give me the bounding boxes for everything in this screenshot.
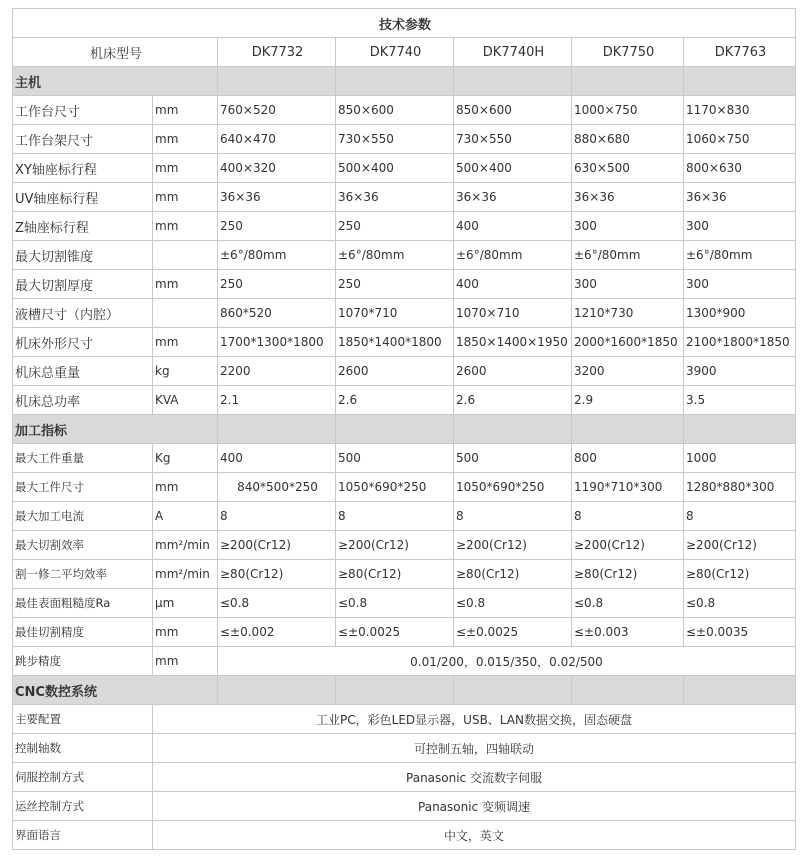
value-cell: 630×500 xyxy=(572,154,684,183)
row-label: 最大加工电流 xyxy=(13,502,153,531)
row-label: 主要配置 xyxy=(13,705,153,734)
value-cell: ≤0.8 xyxy=(454,589,572,618)
table-row xyxy=(13,328,796,357)
table-row xyxy=(13,647,796,676)
section-fill xyxy=(454,415,572,444)
section-title: 主机 xyxy=(13,67,218,96)
value-cell: 1300*900 xyxy=(684,299,796,328)
section-fill xyxy=(454,676,572,705)
section-fill xyxy=(572,676,684,705)
table-row xyxy=(13,763,796,792)
header-row xyxy=(13,38,796,67)
table-row xyxy=(13,125,796,154)
row-label: 工作台架尺寸 xyxy=(13,125,153,154)
value-cell: 500×400 xyxy=(336,154,454,183)
row-unit xyxy=(153,241,218,270)
value-cell: 2.6 xyxy=(336,386,454,415)
value-cell: 1850*1400*1800 xyxy=(336,328,454,357)
table-row xyxy=(13,444,796,473)
row-label: XY轴座标行程 xyxy=(13,154,153,183)
model-header: DK7732 xyxy=(218,38,336,67)
row-label: 机床总功率 xyxy=(13,386,153,415)
value-cell: 400 xyxy=(454,270,572,299)
table-row xyxy=(13,473,796,502)
value-cell: 2100*1800*1850 xyxy=(684,328,796,357)
value-cell: 3200 xyxy=(572,357,684,386)
value-cell: 760×520 xyxy=(218,96,336,125)
value-cell: ±6°/80mm xyxy=(454,241,572,270)
table-row xyxy=(13,154,796,183)
value-cell: ≥200(Cr12) xyxy=(684,531,796,560)
row-unit: mm xyxy=(153,647,218,676)
row-label: 运丝控制方式 xyxy=(13,792,153,821)
table-row xyxy=(13,705,796,734)
value-cell: 400 xyxy=(454,212,572,241)
value-cell: ≤±0.002 xyxy=(218,618,336,647)
value-cell: 850×600 xyxy=(454,96,572,125)
value-cell: 800×630 xyxy=(684,154,796,183)
value-cell: ±6°/80mm xyxy=(572,241,684,270)
value-cell: 300 xyxy=(572,270,684,299)
row-unit: mm xyxy=(153,96,218,125)
value-cell: 1000 xyxy=(684,444,796,473)
table-row xyxy=(13,618,796,647)
value-cell: ≥80(Cr12) xyxy=(684,560,796,589)
table-row xyxy=(13,241,796,270)
value-cell: 36×36 xyxy=(684,183,796,212)
table-row xyxy=(13,560,796,589)
row-label: 最大工件重量 xyxy=(13,444,153,473)
model-label: 机床型号 xyxy=(13,38,218,67)
value-cell: 2200 xyxy=(218,357,336,386)
row-label: 跳步精度 xyxy=(13,647,153,676)
table-row xyxy=(13,502,796,531)
row-label: 界面语言 xyxy=(13,821,153,850)
value-cell: 500 xyxy=(454,444,572,473)
value-cell: 400 xyxy=(218,444,336,473)
value-cell: 730×550 xyxy=(454,125,572,154)
value-cell: 2600 xyxy=(454,357,572,386)
row-label: 机床外形尺寸 xyxy=(13,328,153,357)
row-unit: mm xyxy=(153,183,218,212)
value-cell: 730×550 xyxy=(336,125,454,154)
row-unit: mm²/min xyxy=(153,531,218,560)
value-cell: 250 xyxy=(218,270,336,299)
value-cell: 250 xyxy=(218,212,336,241)
value-cell: 880×680 xyxy=(572,125,684,154)
row-unit: KVA xyxy=(153,386,218,415)
table-row xyxy=(13,821,796,850)
value-cell: 300 xyxy=(572,212,684,241)
section-row xyxy=(13,67,796,96)
row-label: 最佳表面粗糙度Ra xyxy=(13,589,153,618)
row-label: 最大工件尺寸 xyxy=(13,473,153,502)
table-row xyxy=(13,299,796,328)
value-cell: 3.5 xyxy=(684,386,796,415)
cnc-value: 中文，英文 xyxy=(153,821,796,850)
step-precision-value: 0.01/200，0.015/350，0.02/500 xyxy=(218,647,796,676)
model-header: DK7750 xyxy=(572,38,684,67)
model-header: DK7763 xyxy=(684,38,796,67)
value-cell: 500×400 xyxy=(454,154,572,183)
section-fill xyxy=(336,67,454,96)
value-cell: ≤0.8 xyxy=(572,589,684,618)
row-unit: mm²/min xyxy=(153,560,218,589)
value-cell: ≤0.8 xyxy=(218,589,336,618)
section-row xyxy=(13,415,796,444)
value-cell: 1070×710 xyxy=(454,299,572,328)
row-unit: mm xyxy=(153,125,218,154)
value-cell: ≥80(Cr12) xyxy=(454,560,572,589)
value-cell: 840*500*250 xyxy=(218,473,336,502)
value-cell: 1050*690*250 xyxy=(454,473,572,502)
section-fill xyxy=(572,67,684,96)
value-cell: 400×320 xyxy=(218,154,336,183)
value-cell: 1850×1400×1950 xyxy=(454,328,572,357)
row-unit: kg xyxy=(153,357,218,386)
row-label: 最大切割锥度 xyxy=(13,241,153,270)
value-cell: 1700*1300*1800 xyxy=(218,328,336,357)
value-cell: ≥200(Cr12) xyxy=(336,531,454,560)
value-cell: 1060×750 xyxy=(684,125,796,154)
value-cell: 1280*880*300 xyxy=(684,473,796,502)
section-row xyxy=(13,676,796,705)
value-cell: 2600 xyxy=(336,357,454,386)
value-cell: 8 xyxy=(454,502,572,531)
row-unit: mm xyxy=(153,212,218,241)
value-cell: 36×36 xyxy=(218,183,336,212)
row-label: 工作台尺寸 xyxy=(13,96,153,125)
value-cell: 36×36 xyxy=(336,183,454,212)
value-cell: 2.1 xyxy=(218,386,336,415)
value-cell: ≥80(Cr12) xyxy=(218,560,336,589)
section-fill xyxy=(336,415,454,444)
model-header: DK7740H xyxy=(454,38,572,67)
value-cell: 8 xyxy=(684,502,796,531)
cnc-value: Panasonic 交流数字伺服 xyxy=(153,763,796,792)
value-cell: 800 xyxy=(572,444,684,473)
value-cell: 8 xyxy=(572,502,684,531)
row-label: 最大切割厚度 xyxy=(13,270,153,299)
row-unit: mm xyxy=(153,473,218,502)
value-cell: 850×600 xyxy=(336,96,454,125)
row-unit xyxy=(153,299,218,328)
value-cell: ≤±0.003 xyxy=(572,618,684,647)
section-fill xyxy=(572,415,684,444)
section-fill xyxy=(218,67,336,96)
table-row xyxy=(13,270,796,299)
value-cell: 1070*710 xyxy=(336,299,454,328)
row-label: 液槽尺寸（内腔） xyxy=(13,299,153,328)
value-cell: 1190*710*300 xyxy=(572,473,684,502)
cnc-value: Panasonic 变频调速 xyxy=(153,792,796,821)
section-title: 加工指标 xyxy=(13,415,218,444)
value-cell: ≥200(Cr12) xyxy=(454,531,572,560)
value-cell: ≤±0.0035 xyxy=(684,618,796,647)
table-row xyxy=(13,589,796,618)
model-header: DK7740 xyxy=(336,38,454,67)
value-cell: 3900 xyxy=(684,357,796,386)
table-title: 技术参数 xyxy=(13,9,796,38)
value-cell: 250 xyxy=(336,212,454,241)
value-cell: 1210*730 xyxy=(572,299,684,328)
value-cell: 300 xyxy=(684,270,796,299)
value-cell: 1000×750 xyxy=(572,96,684,125)
value-cell: 1170×830 xyxy=(684,96,796,125)
table-row xyxy=(13,357,796,386)
value-cell: 8 xyxy=(336,502,454,531)
table-row xyxy=(13,212,796,241)
value-cell: ±6°/80mm xyxy=(218,241,336,270)
table-row xyxy=(13,792,796,821)
value-cell: 2.9 xyxy=(572,386,684,415)
section-fill xyxy=(218,676,336,705)
row-unit: μm xyxy=(153,589,218,618)
row-unit: A xyxy=(153,502,218,531)
value-cell: ≥80(Cr12) xyxy=(572,560,684,589)
table-row xyxy=(13,386,796,415)
section-fill xyxy=(684,676,796,705)
section-title: CNC数控系统 xyxy=(13,676,218,705)
value-cell: ≥200(Cr12) xyxy=(218,531,336,560)
value-cell: 640×470 xyxy=(218,125,336,154)
value-cell: ≥80(Cr12) xyxy=(336,560,454,589)
section-fill xyxy=(336,676,454,705)
table-row xyxy=(13,183,796,212)
row-label: 最大切割效率 xyxy=(13,531,153,560)
spec-table xyxy=(12,8,796,850)
value-cell: 36×36 xyxy=(572,183,684,212)
row-label: 最佳切割精度 xyxy=(13,618,153,647)
row-unit: mm xyxy=(153,154,218,183)
value-cell: ≤±0.0025 xyxy=(454,618,572,647)
table-row xyxy=(13,96,796,125)
value-cell: 36×36 xyxy=(454,183,572,212)
value-cell: 860*520 xyxy=(218,299,336,328)
value-cell: 2.6 xyxy=(454,386,572,415)
value-cell: 8 xyxy=(218,502,336,531)
row-label: 伺服控制方式 xyxy=(13,763,153,792)
section-fill xyxy=(454,67,572,96)
value-cell: 1050*690*250 xyxy=(336,473,454,502)
value-cell: 300 xyxy=(684,212,796,241)
value-cell: 2000*1600*1850 xyxy=(572,328,684,357)
row-unit: mm xyxy=(153,270,218,299)
value-cell: ≤0.8 xyxy=(336,589,454,618)
row-label: Z轴座标行程 xyxy=(13,212,153,241)
value-cell: ≤0.8 xyxy=(684,589,796,618)
table-row xyxy=(13,734,796,763)
row-label: 控制轴数 xyxy=(13,734,153,763)
row-unit: mm xyxy=(153,328,218,357)
section-fill xyxy=(684,67,796,96)
table-row xyxy=(13,531,796,560)
section-fill xyxy=(218,415,336,444)
value-cell: ±6°/80mm xyxy=(336,241,454,270)
row-label: UV轴座标行程 xyxy=(13,183,153,212)
value-cell: 500 xyxy=(336,444,454,473)
value-cell: ≤±0.0025 xyxy=(336,618,454,647)
section-fill xyxy=(684,415,796,444)
row-unit: Kg xyxy=(153,444,218,473)
value-cell: 250 xyxy=(336,270,454,299)
value-cell: ≥200(Cr12) xyxy=(572,531,684,560)
row-label: 割一修二平均效率 xyxy=(13,560,153,589)
cnc-value: 工业PC，彩色LED显示器，USB、LAN数据交换，固态硬盘 xyxy=(153,705,796,734)
value-cell: ±6°/80mm xyxy=(684,241,796,270)
row-unit: mm xyxy=(153,618,218,647)
cnc-value: 可控制五轴，四轴联动 xyxy=(153,734,796,763)
row-label: 机床总重量 xyxy=(13,357,153,386)
